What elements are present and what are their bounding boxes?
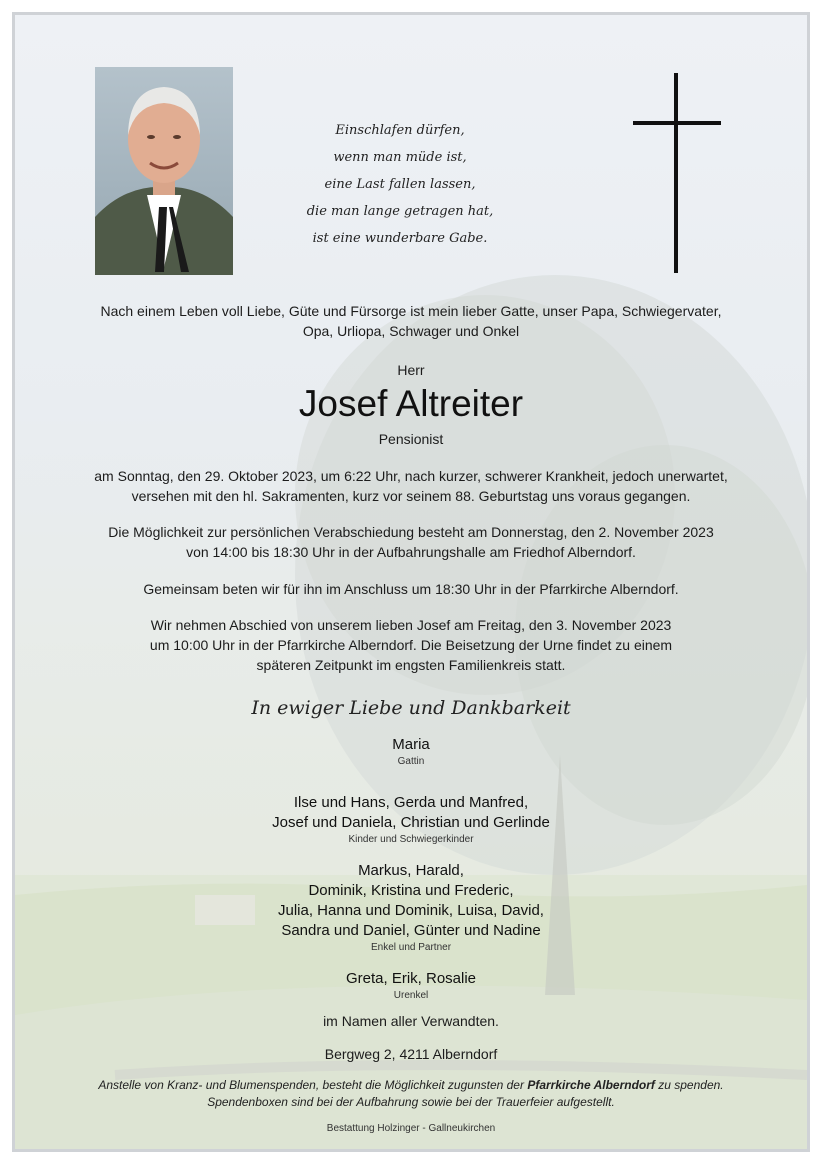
farewell-notice bbox=[15, 522, 807, 562]
mourner-names: Julia, Hanna und Dominik, Luisa, David, bbox=[278, 902, 544, 919]
salutation: Herr bbox=[397, 362, 425, 378]
mourner-role: Kinder und Schwiegerkinder bbox=[348, 834, 474, 845]
mourner-group bbox=[15, 969, 807, 1002]
poem-line: ist eine wunderbare Gabe. bbox=[312, 231, 488, 246]
funeral-line bbox=[15, 615, 807, 635]
prayer-notice: Gemeinsam beten wir für ihn im Anschluss um 18:30 Uhr in der Pfarrkirche Alberndorf. bbox=[143, 581, 679, 597]
mourner-group bbox=[15, 861, 807, 954]
farewell-line: von 14:00 bis 18:30 Uhr in der Aufbahrungshalle am Friedhof Alberndorf. bbox=[186, 544, 636, 560]
death-notice bbox=[15, 466, 807, 506]
poem bbox=[285, 117, 515, 252]
mourner-names: Maria bbox=[392, 736, 430, 753]
intro-line: Nach einem Leben voll Liebe, Güte und Fürsorge ist mein lieber Gatte, unser Papa, Schwiegervater, bbox=[100, 303, 722, 319]
obituary-card bbox=[12, 12, 810, 1152]
occupation: Pensionist bbox=[378, 431, 444, 447]
poem-line: wenn man müde ist, bbox=[333, 150, 467, 165]
portrait-photo bbox=[95, 67, 233, 275]
poem-line: Einschlafen dürfen, bbox=[335, 123, 465, 138]
mourner-names: Greta, Erik, Rosalie bbox=[345, 970, 477, 987]
donation-recipient: Pfarrkirche Alberndorf bbox=[527, 1078, 655, 1092]
cross-icon bbox=[674, 73, 678, 273]
funeral-date: Freitag, den 3. November 2023 bbox=[477, 617, 672, 633]
undertaker-footer: Bestattung Holzinger - Gallneukirchen bbox=[326, 1123, 496, 1134]
donation-line bbox=[15, 1077, 807, 1094]
poem-line: die man lange getragen hat, bbox=[306, 204, 494, 219]
donation-suffix: zu spenden. bbox=[654, 1078, 724, 1092]
donation-note bbox=[15, 1077, 807, 1111]
death-line: versehen mit den hl. Sakramenten, kurz vor seinem 88. Geburtstag uns voraus gegangen. bbox=[131, 488, 691, 504]
mourner-names: Ilse und Hans, Gerda und Manfred, bbox=[293, 794, 529, 811]
farewell-date: Donnerstag, den 2. November 2023 bbox=[491, 524, 714, 540]
intro-line: Opa, Urliopa, Schwager und Onkel bbox=[302, 323, 520, 339]
death-line: am Sonntag, den 29. Oktober 2023, um 6:22 Uhr, nach kurzer, schwerer Krankheit, jedoch unerwartet, bbox=[94, 468, 728, 484]
mourner-group bbox=[15, 735, 807, 768]
relatives-line: im Namen aller Verwandten. bbox=[323, 1013, 499, 1029]
farewell-line bbox=[15, 522, 807, 542]
deceased-name: Josef Altreiter bbox=[298, 383, 524, 424]
funeral-prefix: Wir nehmen Abschied von unserem lieben Josef am bbox=[150, 617, 478, 633]
mourner-role: Enkel und Partner bbox=[370, 942, 452, 953]
mourner-role: Urenkel bbox=[393, 990, 429, 1001]
farewell-prefix: Die Möglichkeit zur persönlichen Verabschiedung besteht am bbox=[108, 524, 492, 540]
funeral-line: um 10:00 Uhr in der Pfarrkirche Alberndorf. Die Beisetzung der Urne findet zu einem bbox=[149, 637, 673, 653]
cross-icon-bar bbox=[633, 121, 721, 125]
address: Bergweg 2, 4211 Alberndorf bbox=[324, 1046, 498, 1062]
poem-line: eine Last fallen lassen, bbox=[324, 177, 476, 192]
mourner-names: Sandra und Daniel, Günter und Nadine bbox=[281, 922, 541, 939]
funeral-notice bbox=[15, 615, 807, 675]
mourner-names: Josef und Daniela, Christian und Gerlinde bbox=[272, 814, 550, 831]
donation-prefix: Anstelle von Kranz- und Blumenspenden, besteht die Möglichkeit zugunsten der bbox=[98, 1078, 528, 1092]
mourners-heading: In ewiger Liebe und Dankbarkeit bbox=[251, 697, 571, 719]
mourner-names: Markus, Harald, bbox=[358, 862, 464, 879]
donation-line: Spendenboxen sind bei der Aufbahrung sowie bei der Trauerfeier aufgestellt. bbox=[207, 1095, 615, 1109]
mourner-group bbox=[15, 793, 807, 846]
intro-text bbox=[15, 301, 807, 341]
mourner-names: Dominik, Kristina und Frederic, bbox=[308, 882, 514, 899]
mourner-role: Gattin bbox=[397, 756, 425, 767]
funeral-line: späteren Zeitpunkt im engsten Familienkreis statt. bbox=[256, 657, 566, 673]
